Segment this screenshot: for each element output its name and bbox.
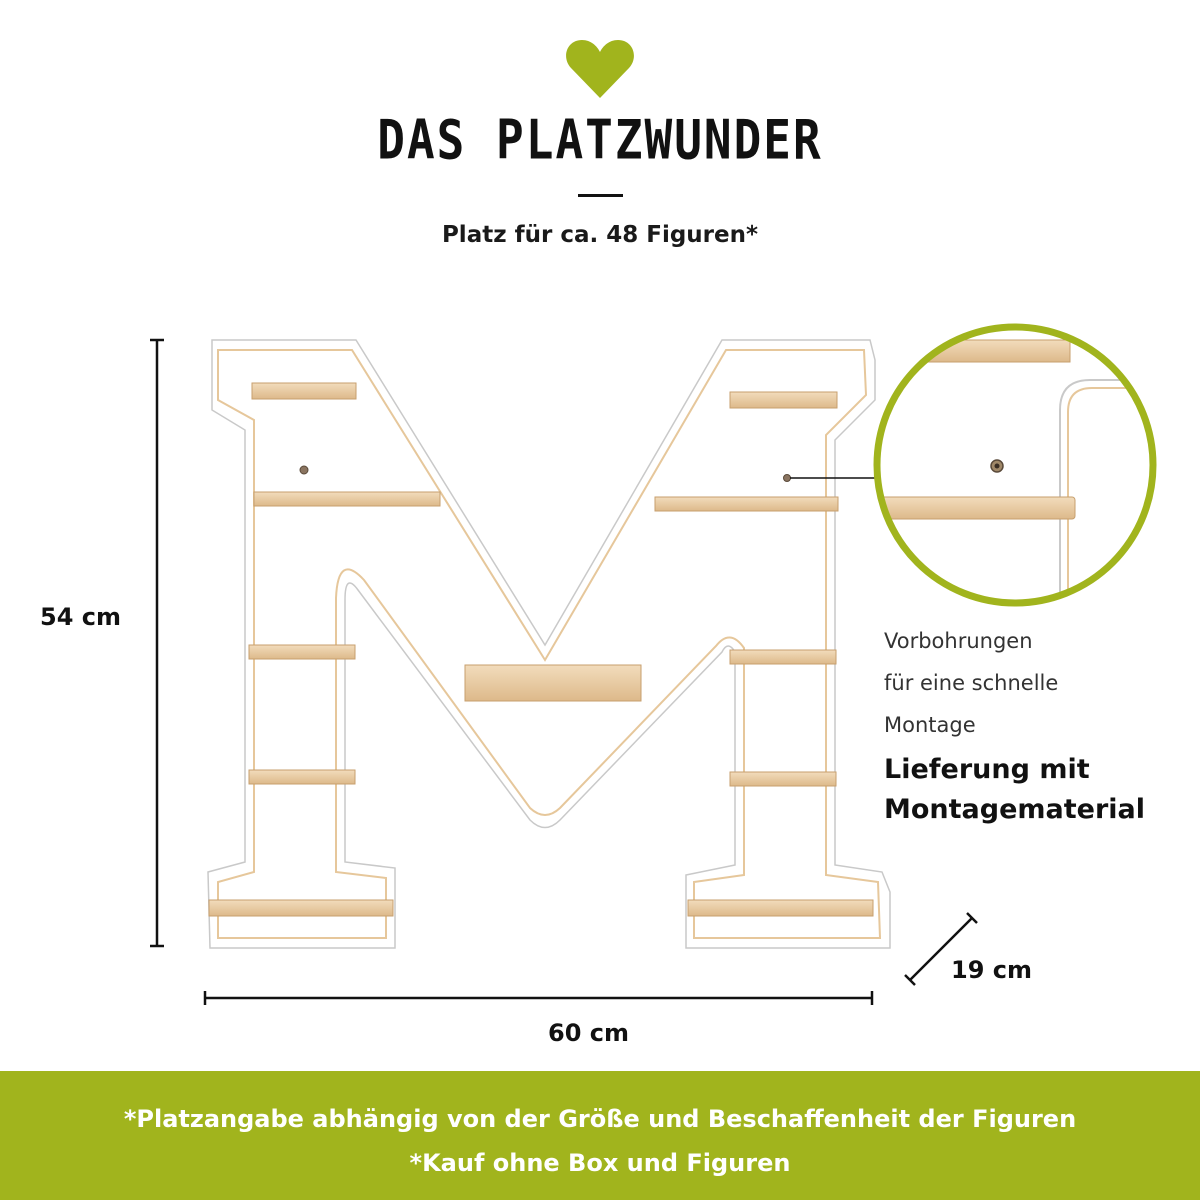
- callout-line: für eine schnelle: [884, 671, 1059, 695]
- page-title: DAS PLATZWUNDER: [377, 108, 823, 172]
- footer-disclaimer: *Platzangabe abhängig von der Größe und Beschaffenheit der Figuren: [123, 1105, 1077, 1133]
- depth-label: 19 cm: [951, 956, 1032, 984]
- callout-line: Vorbohrungen: [884, 629, 1033, 653]
- width-dimension-line: [205, 991, 872, 1005]
- pre-drilled-hole: [300, 466, 308, 474]
- height-label: 54 cm: [40, 603, 121, 631]
- heart-icon: [565, 38, 635, 100]
- footer-banner: [0, 1071, 1200, 1200]
- shelf-board: [655, 497, 838, 511]
- footer-disclaimer: *Kauf ohne Box und Figuren: [409, 1149, 791, 1177]
- shelf-board: [249, 645, 355, 659]
- shelf-board: [209, 900, 393, 916]
- zoom-detail-circle: [870, 327, 1175, 620]
- shelf-board: [254, 492, 440, 506]
- page-subtitle: Platz für ca. 48 Figuren*: [441, 222, 759, 248]
- title-divider: [578, 194, 623, 197]
- delivery-note: [884, 750, 1145, 830]
- shelf-board: [730, 650, 836, 664]
- shelf-board: [252, 383, 356, 399]
- m-shelf: [208, 340, 890, 948]
- shelf-board: [730, 392, 837, 408]
- delivery-note-line: Lieferung mit: [884, 754, 1090, 785]
- shelf-board: [688, 900, 873, 916]
- m-shelf-outline: [208, 340, 890, 948]
- callout-line: Montage: [884, 713, 976, 737]
- pre-drilled-hole: [784, 475, 791, 482]
- shelf-board: [465, 665, 641, 701]
- callout-text: [884, 620, 1058, 746]
- height-dimension-line: [150, 340, 164, 946]
- delivery-note-line: Montagematerial: [884, 794, 1146, 825]
- width-label: 60 cm: [548, 1019, 629, 1047]
- shelf-board: [730, 772, 836, 786]
- shelf-board: [249, 770, 355, 784]
